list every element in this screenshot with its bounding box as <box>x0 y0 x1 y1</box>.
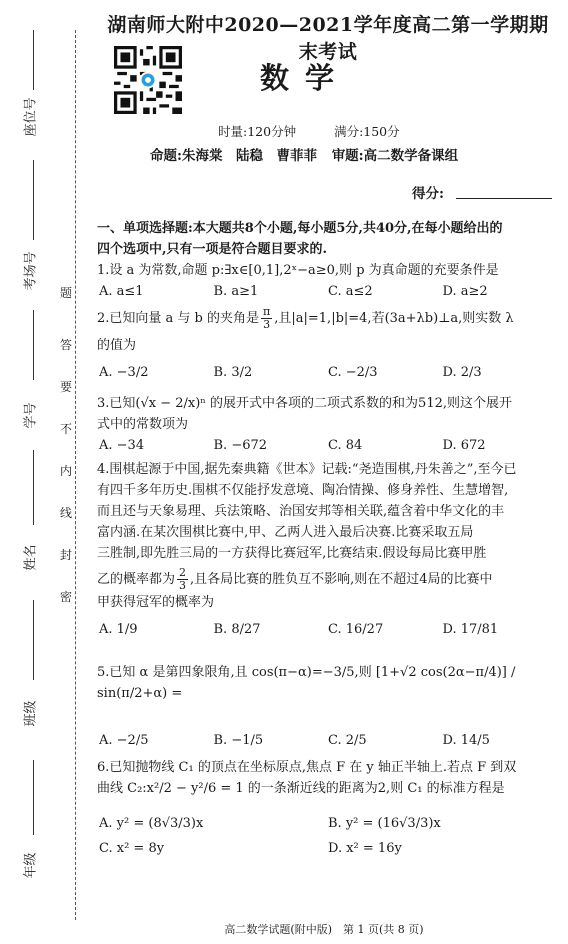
binding-strip <box>0 0 92 944</box>
score-label: 得分: <box>412 186 444 202</box>
option-d[interactable]: D. 672 <box>442 438 486 453</box>
option-b[interactable]: B. 8/27 <box>213 622 261 637</box>
question-4 <box>97 459 557 640</box>
grade-underline <box>33 760 34 835</box>
stem-part: 2.已知向量 a 与 b 的夹角是 <box>97 311 260 326</box>
page-footer: 高二数学试题(附中版) 第 1 页(共 8 页) <box>224 923 424 936</box>
option-a[interactable]: A. −3/2 <box>99 365 149 380</box>
class-label: 班级 <box>23 700 39 727</box>
seal-char: 答 <box>59 338 72 352</box>
reviewers: 审题:高二数学备课组 <box>331 148 459 164</box>
question-6 <box>97 757 557 859</box>
fraction: $\frac{\pi}{3}$ <box>263 305 271 331</box>
exam-meta <box>218 122 434 140</box>
seal-char: 线 <box>59 506 72 520</box>
room-label: 考场号 <box>23 251 39 291</box>
section-title: 一、单项选择题:本大题共8个小题,每小题5分,共40分,在每小题给出的 <box>97 221 503 236</box>
seal-char: 题 <box>59 286 72 300</box>
option-c[interactable]: C. −2/3 <box>328 365 378 380</box>
question-options <box>97 730 557 751</box>
question-stem: 3.已知(√x − 2/x)ⁿ 的展开式中各项的二项式系数的和为512,则这个展开 <box>97 396 513 411</box>
option-d[interactable]: D. a≥2 <box>442 284 488 299</box>
fraction: $\frac{2}{3}$ <box>179 566 187 592</box>
questions-body <box>97 218 557 859</box>
school-title: 湖南师大附中2020—2021学年度高二第一学期期末考试 <box>107 14 549 63</box>
seal-char: 封 <box>59 548 72 562</box>
seal-char: 不 <box>59 422 72 436</box>
option-a[interactable]: A. 1/9 <box>99 622 138 637</box>
name-label: 姓名 <box>23 544 39 571</box>
class-underline <box>33 600 34 680</box>
student-id-label: 学号 <box>23 402 39 429</box>
question-stem-cont: 甲获得冠军的概率为 <box>97 595 215 610</box>
subject-title: 数学 <box>260 61 351 95</box>
seat-label: 座位号 <box>23 97 39 137</box>
question-stem-line <box>97 567 557 592</box>
seal-char: 内 <box>59 464 72 478</box>
question-stem-cont: 曲线 C₂:x²/2 − y²/6 = 1 的一条渐近线的距离为2,则 C₁ 的标准方程是 <box>97 781 505 796</box>
full-score: 满分:150分 <box>334 124 400 139</box>
option-c[interactable]: C. x² = 8y <box>99 841 165 856</box>
option-c[interactable]: C. 84 <box>328 438 363 453</box>
option-d[interactable]: D. x² = 16y <box>328 841 402 856</box>
option-a[interactable]: A. y² = (8√3/3)x <box>99 816 204 831</box>
question-stem <box>97 306 557 331</box>
question-stem-line: 三胜制,即先胜三局的一方获得比赛冠军,比赛结束.假设每局比赛甲胜 <box>97 546 487 561</box>
option-d[interactable]: D. 2/3 <box>442 365 482 380</box>
question-stem-line: 富内涵.在某次围棋比赛中,甲、乙两人进入最后决赛.比赛采取五局 <box>97 525 474 540</box>
question-1 <box>97 260 557 302</box>
seal-char: 要 <box>59 380 72 394</box>
question-stem: 6.已知抛物线 C₁ 的顶点在坐标原点,焦点 F 在 y 轴正半轴上.若点 F 到双 <box>97 760 517 775</box>
option-c[interactable]: C. 16/27 <box>328 622 384 637</box>
option-c[interactable]: C. a≤2 <box>328 284 373 299</box>
option-b[interactable]: B. −672 <box>213 438 268 453</box>
authors-line <box>150 144 468 164</box>
question-stem: 5.已知 α 是第四象限角,且 cos(π−α)=−3/5,则 [1+√2 cos(2α−π/4)] / sin(π/2+α) = <box>97 665 516 701</box>
option-d[interactable]: D. 14/5 <box>442 733 490 748</box>
seal-char: 密 <box>59 590 72 604</box>
question-stem-line: 4.围棋起源于中国,据先秦典籍《世本》记载:“尧造围棋,丹朱善之”,至今已 <box>97 462 517 477</box>
cut-line <box>75 30 76 920</box>
seat-underline <box>33 30 34 90</box>
option-a[interactable]: A. −2/5 <box>99 733 149 748</box>
question-5 <box>97 662 557 751</box>
question-3 <box>97 393 557 456</box>
stem-part: ,且|a|=1,|b|=4,若(3a+λb)⊥a,则实数 λ <box>274 311 514 326</box>
question-options <box>97 435 557 456</box>
name-underline <box>33 450 34 525</box>
question-stem-line: 而且还与天象易理、兵法策略、治国安邦等相关联,蕴含着中华文化的丰 <box>97 504 505 519</box>
student-id-underline <box>33 310 34 380</box>
question-options <box>97 813 557 859</box>
section-title-cont: 四个选项中,只有一项是符合题目要求的. <box>97 242 328 257</box>
question-options <box>97 281 557 302</box>
option-b[interactable]: B. 3/2 <box>213 365 253 380</box>
question-2 <box>97 306 557 383</box>
option-b[interactable]: B. a≥1 <box>213 284 259 299</box>
option-d[interactable]: D. 17/81 <box>442 622 499 637</box>
question-stem-cont: 式中的常数项为 <box>97 417 189 432</box>
option-b[interactable]: B. −1/5 <box>213 733 264 748</box>
question-options <box>97 619 557 640</box>
stem-part: ,且各局比赛的胜负互不影响,则在不超过4局的比赛中 <box>190 572 493 587</box>
question-options <box>97 362 557 383</box>
question-stem-line: 有四千多年历史.围棋不仅能抒发意境、陶冶情操、修身养性、生慧增智, <box>97 483 509 498</box>
qr-code-icon <box>114 46 182 114</box>
authors: 命题:朱海棠 陆稳 曹菲菲 <box>150 148 317 164</box>
option-a[interactable]: A. a≤1 <box>99 284 144 299</box>
time-limit: 时量:120分钟 <box>218 124 297 139</box>
question-stem: 1.设 a 为常数,命题 p:∃x∈[0,1],2ˣ−a≥0,则 p 为真命题的充要条件是 <box>97 263 499 278</box>
option-a[interactable]: A. −34 <box>99 438 145 453</box>
question-stem-cont: 的值为 <box>97 338 137 353</box>
grade-label: 年级 <box>23 852 39 879</box>
option-c[interactable]: C. 2/5 <box>328 733 367 748</box>
score-blank <box>456 198 552 199</box>
room-underline <box>33 160 34 240</box>
stem-part: 乙的概率都为 <box>97 572 176 587</box>
option-b[interactable]: B. y² = (16√3/3)x <box>328 816 441 831</box>
